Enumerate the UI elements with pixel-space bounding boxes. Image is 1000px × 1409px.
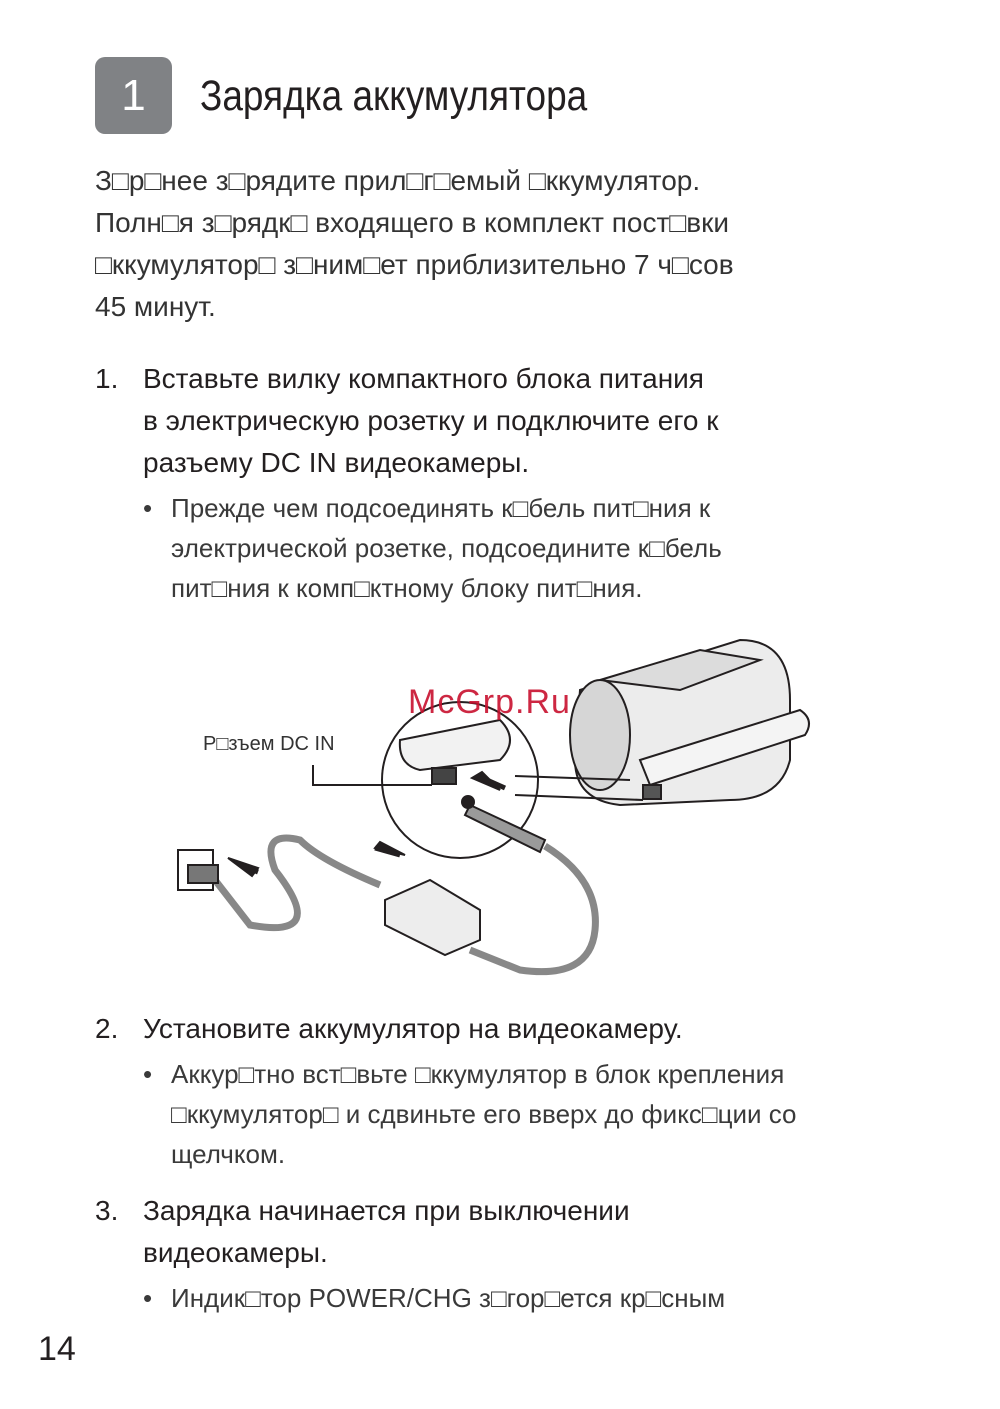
intro-line: 45 минут.	[95, 291, 216, 322]
step-text-line: Установите аккумулятор на видеокамеру.	[143, 1013, 683, 1044]
bullet-dot: •	[143, 1059, 153, 1089]
power-adapter	[385, 880, 480, 955]
step-text-line: видеокамеры.	[143, 1237, 328, 1268]
note-line: Прежде чем подсоединять к□бель пит□ния к	[171, 493, 711, 523]
step-2-note	[143, 1054, 903, 1174]
intro-paragraph	[95, 160, 855, 328]
step-3	[95, 1190, 895, 1274]
intro-line: Полн□я з□рядк□ входящего в комплект пост□вки	[95, 207, 729, 238]
step-number: 1.	[95, 363, 119, 394]
section-number-badge: 1	[95, 57, 172, 134]
step-3-note	[143, 1278, 903, 1318]
note-line: электрической розетке, подсоедините к□бель	[171, 533, 722, 563]
note-line: пит□ния к комп□ктному блоку пит□ния.	[171, 573, 643, 603]
step-1-note	[143, 488, 903, 608]
step-text-line: Зарядка начинается при выключении	[143, 1195, 630, 1226]
step-text-line: в электрическую розетку и подключите его к	[143, 405, 719, 436]
bullet-dot: •	[143, 493, 153, 523]
watermark: McGrp.Ru	[408, 683, 571, 721]
step-1	[95, 358, 895, 484]
step-text-line: Вставьте вилку компактного блока питания	[143, 363, 704, 394]
bullet-dot: •	[143, 1283, 153, 1313]
note-line: □ккумулятор□ и сдвиньте его вверх до фикс□ции со	[171, 1099, 797, 1129]
connection-illustration	[160, 620, 840, 990]
intro-line: З□р□нее з□рядите прил□г□емый □ккумулятор.	[95, 165, 701, 196]
note-line: Индик□тор POWER/CHG з□гор□ется кр□сным	[171, 1283, 726, 1313]
step-number: 2.	[95, 1013, 119, 1044]
page-title: Зарядка аккумулятора	[200, 72, 588, 120]
step-text-line: разъему DC IN видеокамеры.	[143, 447, 530, 478]
note-line: щелчком.	[171, 1139, 286, 1169]
dc-in-label: Р□зъем DC IN	[203, 733, 335, 755]
step-2	[95, 1008, 895, 1050]
page-number: 14	[38, 1330, 76, 1368]
step-number: 3.	[95, 1195, 119, 1226]
note-line: Аккур□тно вст□вьте □ккумулятор в блок крепления	[171, 1059, 785, 1089]
intro-line: □ккумулятор□ з□ним□ет приблизительно 7 ч□сов	[95, 249, 734, 280]
